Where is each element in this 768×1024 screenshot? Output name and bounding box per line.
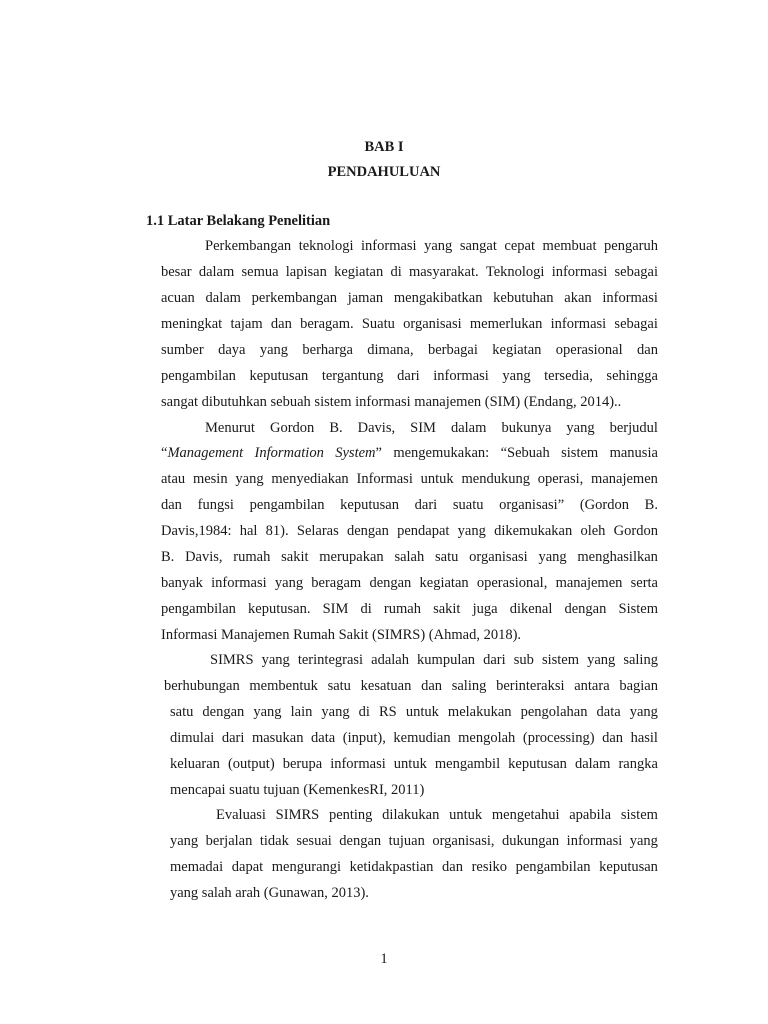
body-line [161, 575, 658, 592]
word: kegiatan [492, 342, 542, 358]
word: bukunya [501, 420, 552, 436]
word: apabila [569, 807, 612, 823]
word: hal [239, 523, 258, 539]
body-line [216, 807, 658, 824]
word: kebutuhan [493, 290, 554, 306]
word: berbagai [427, 342, 478, 358]
word: pendapat [397, 523, 450, 539]
word: (output) [227, 756, 275, 772]
word: “Management [161, 445, 244, 461]
body-line: yang salah arah (Gunawan, 2013). [170, 885, 369, 901]
word: sakit [281, 549, 309, 565]
word: dari [414, 497, 438, 513]
body-line [205, 238, 658, 255]
word: masyarakat. [408, 264, 479, 280]
word: sakit [433, 601, 461, 617]
body-line [205, 420, 658, 437]
body-line [170, 704, 658, 721]
word: lapisan [285, 264, 327, 280]
word: dimulai [170, 730, 215, 746]
word: kesatuan [360, 678, 412, 694]
word: mendukung [461, 471, 530, 487]
word: tidak [259, 833, 289, 849]
word: pengolahan [520, 704, 588, 720]
body-line [161, 264, 658, 281]
word: juga [472, 601, 498, 617]
word: yang [424, 238, 453, 254]
word: dengan [339, 833, 382, 849]
word [255, 445, 324, 462]
word: organisasi, [432, 833, 495, 849]
word: untuk [405, 704, 439, 720]
section-title: Latar Belakang Penelitian [167, 213, 331, 229]
body-line: Informasi Manajemen Rumah Sakit (SIMRS) (Ahmad, 2018). [161, 627, 522, 643]
word: dan [602, 730, 624, 746]
word: “Sebuah [500, 445, 550, 461]
italic-title: Information [254, 445, 324, 461]
word: mengakibatkan [393, 290, 483, 306]
word: dari [221, 730, 245, 746]
word: mengolah [458, 730, 516, 746]
word: berjalan [205, 833, 253, 849]
word: organisasi” [499, 497, 565, 513]
word: serta [630, 575, 658, 591]
word: adalah [371, 652, 409, 668]
word: suatu [452, 497, 484, 513]
word: pengambilan [161, 368, 236, 384]
word: bagian [619, 678, 658, 694]
italic-title: Management [167, 445, 244, 461]
word: dalam [198, 264, 235, 280]
word: antara [574, 678, 610, 694]
word: berharga [302, 342, 353, 358]
word: B. [161, 549, 175, 565]
word: dalam [574, 756, 611, 772]
word: dengan [564, 601, 607, 617]
word: organisasi [403, 316, 462, 332]
word: manusia [609, 445, 658, 461]
word: B. [329, 420, 343, 436]
word: sistem [561, 445, 599, 461]
word: dan [442, 859, 463, 875]
word: membentuk [249, 678, 318, 694]
chapter-title: PENDAHULUAN [327, 164, 441, 180]
word: Menurut [205, 420, 255, 436]
word: rumah [233, 549, 271, 565]
word: yang [253, 704, 282, 720]
word: yang [261, 652, 290, 668]
word: keputusan [249, 368, 309, 384]
word: yang [538, 549, 567, 565]
word: ketidakpastian [349, 859, 434, 875]
word: beragam. [300, 316, 354, 332]
body-line [164, 678, 658, 695]
word: di [358, 704, 370, 720]
word: satu [170, 704, 194, 720]
body-line: mencapai suatu tujuan (KemenkesRI, 2011) [170, 782, 425, 798]
word: melakukan [447, 704, 512, 720]
word: RS [379, 704, 397, 720]
word: yang [321, 704, 350, 720]
word: 81). [265, 523, 289, 539]
word: yang [259, 342, 289, 358]
word: di [360, 601, 372, 617]
word: informasi [550, 316, 607, 332]
word: dengan [346, 523, 389, 539]
word: (input), [342, 730, 386, 746]
word: operasi, [537, 471, 584, 487]
word: penting [328, 807, 373, 823]
word: operasional [555, 342, 623, 358]
word: SIM [410, 420, 436, 436]
word: cepat [504, 238, 536, 254]
word: sistem [541, 652, 579, 668]
word: Gordon [613, 523, 658, 539]
body-line [161, 368, 658, 385]
word: dimana, [367, 342, 414, 358]
word: yang [457, 523, 486, 539]
word: dikenal [509, 601, 553, 617]
body-line [170, 833, 658, 850]
word: tujuan [388, 833, 425, 849]
word: yang [629, 833, 658, 849]
word: manajemen [591, 471, 658, 487]
word: operasional, [476, 575, 548, 591]
word: keputusan [599, 859, 658, 875]
word: dalam [450, 420, 487, 436]
word: yang [235, 471, 264, 487]
word: dengan [369, 575, 412, 591]
word: rumah [383, 601, 421, 617]
body-line [161, 523, 658, 540]
body-line [170, 730, 658, 747]
word: Informasi [356, 471, 413, 487]
word: Evaluasi [216, 807, 266, 823]
word: hasil [630, 730, 658, 746]
word: berhubungan [164, 678, 240, 694]
word: berupa [282, 756, 323, 772]
word: dalam [205, 290, 241, 306]
word: informasi [211, 575, 267, 591]
word: besar [161, 264, 192, 280]
word: atau [161, 471, 186, 487]
word: yang [502, 368, 531, 384]
word: sistem [620, 807, 658, 823]
word: untuk [420, 471, 454, 487]
word: memadai [170, 859, 224, 875]
word: Selaras [296, 523, 339, 539]
body-line [161, 342, 658, 359]
body-line [161, 445, 658, 462]
body-line [210, 652, 658, 669]
word: Davis, [185, 549, 223, 565]
word: sesuai [296, 833, 332, 849]
word: masukan [251, 730, 304, 746]
word: merupakan [319, 549, 384, 565]
word: SIMRS [275, 807, 320, 823]
word: sehingga [606, 368, 658, 384]
word: saling [623, 652, 658, 668]
word: (processing) [522, 730, 595, 746]
word: menyediakan [271, 471, 349, 487]
word: (Gordon [579, 497, 629, 513]
word: keputusan. [248, 601, 311, 617]
chapter-label: BAB I [364, 139, 404, 155]
word: kumpulan [417, 652, 476, 668]
word: jaman [347, 290, 384, 306]
word: kegiatan [334, 264, 384, 280]
word: daya [218, 342, 246, 358]
word: pengambilan [515, 859, 591, 875]
body-line [161, 549, 658, 566]
body-line [170, 859, 658, 876]
word: teknologi [298, 238, 354, 254]
word: Suatu [361, 316, 395, 332]
word: salah [394, 549, 425, 565]
word: SIM [322, 601, 349, 617]
word: pengambilan [161, 601, 236, 617]
word: yang [587, 652, 616, 668]
word: tersedia, [544, 368, 593, 384]
word: yang [170, 833, 199, 849]
word: perkembangan [251, 290, 338, 306]
word: kegiatan [419, 575, 469, 591]
word: memerlukan [469, 316, 543, 332]
word: dan [421, 678, 443, 694]
word: sebagai [614, 264, 658, 280]
section-heading [146, 213, 330, 230]
word: semua [241, 264, 279, 280]
word: tajam [230, 316, 263, 332]
word: Davis,1984: [161, 523, 232, 539]
word: sebagai [614, 316, 658, 332]
page-number: 1 [380, 951, 388, 967]
word: Davis, [357, 420, 396, 436]
word: sangat [459, 238, 497, 254]
word: informasi [566, 833, 623, 849]
word: dari [397, 368, 420, 384]
word: data [311, 730, 336, 746]
word: menghasilkan [577, 549, 658, 565]
word: mengambil [434, 756, 501, 772]
word: pengaruh [604, 238, 658, 254]
body-line [161, 601, 658, 618]
word: B. [644, 497, 658, 513]
word: informasi [433, 368, 489, 384]
word: tergantung [321, 368, 384, 384]
word: keputusan [340, 497, 399, 513]
word: satu [435, 549, 459, 565]
word: Teknologi [485, 264, 545, 280]
word: yang [629, 704, 658, 720]
word: informasi [551, 264, 608, 280]
word: dukungan [502, 833, 560, 849]
word: rangka [618, 756, 658, 772]
body-line: sangat dibutuhkan sebuah sistem informasi manajemen (SIM) (Endang, 2014).. [161, 394, 622, 410]
word: terintegrasi [297, 652, 364, 668]
word: informasi [361, 238, 417, 254]
word: akan [564, 290, 592, 306]
word: beragam [311, 575, 362, 591]
word: membuat [542, 238, 597, 254]
word: untuk [393, 756, 427, 772]
word: organisasi [469, 549, 528, 565]
word: dikemukakan [494, 523, 573, 539]
word: banyak [161, 575, 203, 591]
word: yang [274, 575, 304, 591]
word: dan [270, 316, 292, 332]
italic-title: System [335, 445, 376, 461]
word: data [596, 704, 621, 720]
word: manajemen [555, 575, 623, 591]
word: mengurangi [271, 859, 342, 875]
word: informasi [602, 290, 658, 306]
word: sub [513, 652, 534, 668]
body-line [161, 497, 658, 514]
word: dan [637, 342, 658, 358]
word: sumber [161, 342, 204, 358]
word: kemudian [393, 730, 451, 746]
word: acuan [161, 290, 195, 306]
word: yang [566, 420, 595, 436]
body-line [170, 756, 658, 773]
word: dengan [202, 704, 245, 720]
word: satu [327, 678, 351, 694]
word: mesin [192, 471, 228, 487]
word: System” [335, 445, 382, 461]
section-number: 1.1 [146, 213, 165, 229]
word: berjudul [609, 420, 658, 436]
word: keputusan [508, 756, 567, 772]
word: mengetahui [491, 807, 560, 823]
word: Gordon [269, 420, 315, 436]
word: di [390, 264, 402, 280]
word: dapat [231, 859, 264, 875]
word: mengemukakan: [393, 445, 490, 461]
word: Perkembangan [205, 238, 292, 254]
word: resiko [471, 859, 508, 875]
word: saling [451, 678, 487, 694]
word: dan [161, 497, 182, 513]
word: untuk [449, 807, 483, 823]
word: informasi [330, 756, 386, 772]
word: dari [483, 652, 506, 668]
word: dilakukan [382, 807, 440, 823]
word: pengambilan [249, 497, 325, 513]
word: fungsi [197, 497, 234, 513]
body-line [161, 471, 658, 488]
word: meningkat [161, 316, 223, 332]
word: oleh [580, 523, 606, 539]
word: keluaran [170, 756, 220, 772]
body-line [161, 290, 658, 307]
word: Sistem [618, 601, 658, 617]
word: berinteraksi [496, 678, 565, 694]
word: lain [290, 704, 313, 720]
word: SIMRS [210, 652, 254, 668]
body-line [161, 316, 658, 333]
